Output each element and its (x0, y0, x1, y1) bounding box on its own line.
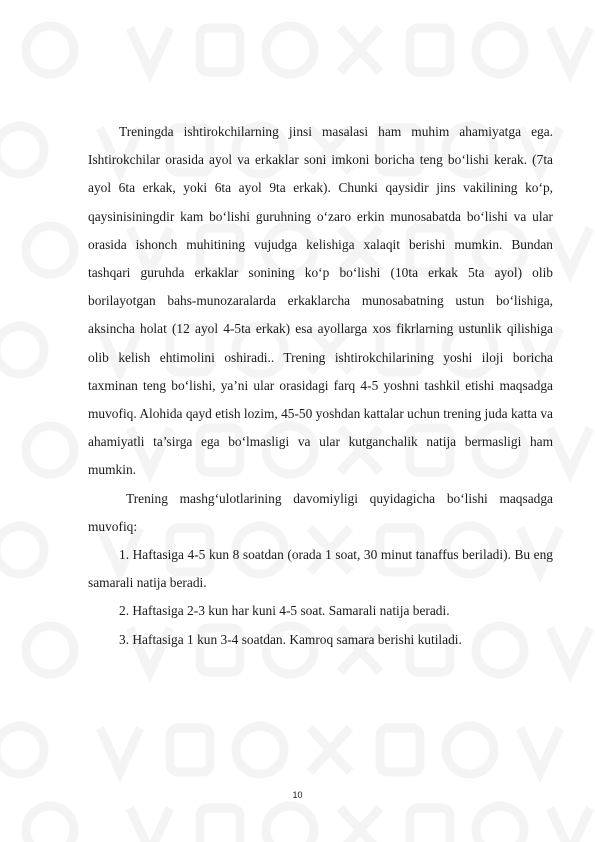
document-body (88, 118, 553, 654)
list-item-option-1: 1. Haftasiga 4-5 kun 8 soatdan (orada 1 soat, 30 minut tanaffus beriladi). Bu eng samarali natija beradi. (88, 547, 553, 591)
list-item-option-3: 3. Haftasiga 1 kun 3-4 soatdan. Kamroq samara berishi kutiladi. (119, 631, 462, 647)
paragraph-participants-gender-age: Treningda ishtirokchilarning jinsi masalasi ham muhim ahamiyatga ega. Ishtirokchilar orasida ayol va erkaklar soni imkoni boricha teng bo‘lishi kerak. (7ta ayol 6ta erkak, yoki 6ta ayol 9ta erkak). Chunki qaysidir jins vakilining ko‘p, qaysinisiningdir kam bo‘lishi guruhning o‘zaro erkin munosabatda bo‘lishi va ular orasida ishonch muhitining vujudga kelishiga xalaqit berishi mumkin. Bundan tashqari guruhda erkaklar sonining ko‘p bo‘lishi (10ta erkak 5ta ayol) olib borilayotgan bahs-munozaralarda erkaklarcha munosabatning ustun bo‘lishiga, aksincha holat (12 ayol 4-5ta erkak) esa ayollarga xos fikrlarning ustunlik qilishiga olib kelish ehtimolini oshiradi.. Trening ishtirokchilarining yoshi iloji boricha taxminan teng bo‘lishi, ya’ni ular orasidagi farq 4-5 yoshni tashkil etishi maqsadga muvofiq. Alohida qayd etish lozim, 45-50 yoshdan kattalar uchun trening juda katta va ahamiyatli ta’sirga ega bo‘lmasligi va ular kutganchalik natija bermasligi ham mumkin. (88, 124, 553, 478)
paragraph-training-duration: Trening mashg‘ulotlarining davomiyligi quyidagicha bo‘lishi maqsadga muvofiq: (88, 490, 553, 534)
page-number: 10 (292, 790, 303, 800)
list-item-option-2: 2. Haftasiga 2-3 kun har kuni 4-5 soat. Samarali natija beradi. (119, 603, 450, 619)
